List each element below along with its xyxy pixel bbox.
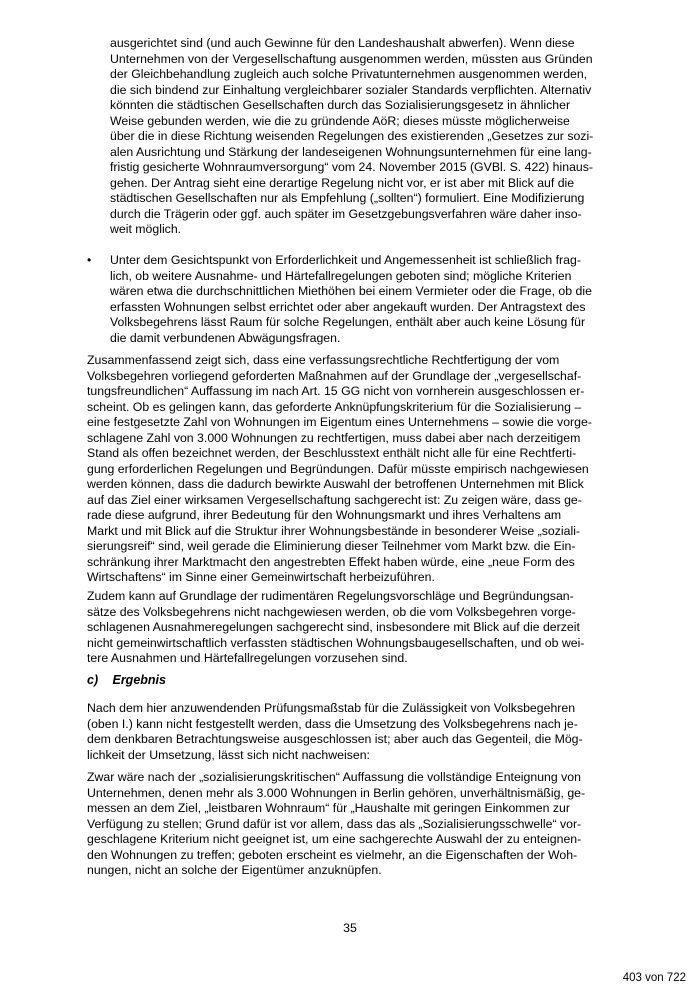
text-line: könnten die städtischen Gesellschaften durch das Sozialisierungsgesetz in ähnlicher <box>110 98 571 112</box>
text-line: über die in diese Richtung weisenden Regelungen des existierenden „Gesetzes zur sozi- <box>110 129 594 143</box>
text-line: Zwar wäre nach der „sozialisierungskritischen“ Auffassung die vollständige Enteignung von <box>87 770 581 784</box>
text-line: Volksbegehren vorliegend geforderten Maßnahmen auf der Grundlage der „vergesellschaf- <box>87 368 582 383</box>
text-line: Unter dem Gesichtspunkt von Erforderlichkeit und Angemessenheit ist schließlich frag- <box>110 253 581 267</box>
text-line: Wirtschaftens“ im Sinne einer Gemeinwirtschaft herbeizuführen. <box>87 570 435 584</box>
paragraph-summary <box>87 353 592 586</box>
paragraph-moreover <box>87 589 584 667</box>
paragraph-top <box>110 36 593 238</box>
text-line: wären etwa die durchschnittlichen Miethöhen bei einem Vermieter oder die Frage, ob die <box>110 284 592 298</box>
text-line: lich, ob weitere Ausnahme- und Härtefallregelungen geboten sind; mögliche Kriterien <box>110 268 572 283</box>
text-line: werden können, dass die dadurch bewirkte Auswahl der betroffenen Unternehmen mit Blick <box>87 477 584 491</box>
text-line: Markt und mit Blick auf die Struktur ihrer Wohnungsbestände in besonderer Weise „soziali- <box>87 523 581 538</box>
text-line: erfassten Wohnungen selbst errichtet oder aber angekauft wurden. Der Antragstext des <box>110 299 586 314</box>
text-line: messen an dem Ziel, „leistbaren Wohnraum“ für „Haushalte mit geringen Einkommen zur <box>87 801 570 815</box>
text-line: fristig gesicherte Wohnraumversorgung“ vom 24. November 2015 (GVBl. S. 422) hinaus- <box>110 160 593 174</box>
text-line: Unternehmen von der Vergesellschaftung ausgenommen werden, müssten aus Gründen <box>110 51 593 66</box>
text-line: lichkeit der Umsetzung, lässt sich nicht nachweisen: <box>87 747 370 762</box>
text-line: durch die Trägerin oder ggf. auch später im Gesetzgebungsverfahren wäre daher inso- <box>110 206 582 221</box>
text-line: die damit verbundenen Abwägungsfragen. <box>110 330 341 345</box>
text-line: gung erforderlichen Regelungen und Begründungen. Dafür müsste empirisch nachgewiesen <box>87 461 589 476</box>
text-line: Verfügung zu stellen; Grund dafür ist vor allem, dass das als „Sozialisierungsschwelle“ vor- <box>87 816 582 831</box>
section-heading-title: Ergebnis <box>112 673 166 687</box>
text-line: den Wohnungen zu treffen; geboten erscheint es vielmehr, an die Eigenschaften der Woh- <box>87 847 578 862</box>
text-line: tere Ausnahmen und Härtefallregelungen vorzusehen sind. <box>87 651 408 665</box>
text-line: Weise gebunden werden, wie die zu gründende AöR; dieses müsste möglicherweise <box>110 113 570 128</box>
text-line: auf das Ziel einer wirksamen Vergesellschaftung sachgerecht ist: Zu zeigen wäre, dass ge- <box>87 492 582 507</box>
text-line: schränkung ihrer Marktmacht den angestrebten Effekt haben würde, eine „neue Form des <box>87 554 575 569</box>
text-line: die sich bindend zur Einhaltung vergleichbarer sozialer Standards verpflichten. Alternativ <box>110 82 592 97</box>
text-line: Unternehmen, denen mehr als 3.000 Wohnungen in Berlin gehören, unverhältnismäßig, ge- <box>87 785 586 800</box>
text-line: geschlagene Kriterium nicht geeignet ist, um eine sachgerechte Auswahl der zu enteignen- <box>87 832 582 846</box>
text-line: sierungsreif“ sind, weil gerade die Eliminierung dieser Teilnehmer vom Markt bzw. die Ein- <box>87 539 576 553</box>
text-line: nicht gemeinwirtschaftlich verfassten städtischen Wohnungsbaugesellschaften, und ob wei- <box>87 635 585 650</box>
text-line: gehen. Der Antrag sieht eine derartige Regelung nicht vor, er ist aber mit Blick auf die <box>110 175 575 190</box>
section-heading-label: c) <box>87 673 99 687</box>
bullet-marker: • <box>87 253 92 267</box>
text-line: nungen, nicht an solche der Eigentümer anzuknüpfen. <box>87 863 382 877</box>
text-line: schlagene Zahl von 3.000 Wohnungen zu rechtfertigen, muss dabei aber nach derzeitigem <box>87 430 581 445</box>
text-line: eine festgesetzte Zahl von Wohnungen im Eigentum eines Unternehmens – sowie die vorge- <box>87 415 592 429</box>
text-line: Nach dem hier anzuwendenden Prüfungsmaßstab für die Zulässigkeit von Volksbegehren <box>87 701 576 715</box>
text-line: ausgerichtet sind (und auch Gewinne für den Landeshaushalt abwerfen). Wenn diese <box>110 36 575 50</box>
text-line: Zudem kann auf Grundlage der rudimentären Regelungsvorschläge und Begründungsan- <box>87 589 574 603</box>
section-heading <box>87 673 166 689</box>
text-line: Stand als offen bezeichnet werden, der Beschlusstext enthält nicht alle für eine Rechtferti- <box>87 446 577 460</box>
text-line: weit möglich. <box>110 222 182 236</box>
page-number: 35 <box>343 921 357 935</box>
text-line: rade diese aufgrund, ihrer Bedeutung für den Wohnungsmarkt und ihres Verhaltens am <box>87 508 562 522</box>
text-line: alen Ausrichtung und Stärkung der landeseigenen Wohnungsunternehmen für eine lang- <box>110 144 592 159</box>
text-line: Volksbegehrens lässt Raum für solche Regelungen, enthält aber auch keine Lösung für <box>110 315 586 329</box>
text-line: Zusammenfassend zeigt sich, dass eine verfassungsrechtliche Rechtfertigung der vom <box>87 353 560 367</box>
paragraph-result <box>87 701 583 763</box>
text-line: scheint. Ob es gelingen kann, das geforderte Anknüpfungskriterium für die Sozialisierung – <box>87 399 582 414</box>
text-line: tungsfreundlichen“ Auffassung im nach Art. 15 GG nicht von vornherein ausgeschlossen er- <box>87 384 585 398</box>
text-line: schlagenen Ausnahmeregelungen sachgerecht sind, insbesondere mit Blick auf die derzeit <box>87 620 580 634</box>
text-line: städtischen Gesellschaften nur als Empfehlung („sollten“) formuliert. Eine Modifizierung <box>110 191 585 205</box>
text-line: (oben I.) kann nicht festgestellt werden, dass die Umsetzung des Volksbegehrens nach je- <box>87 716 578 731</box>
paragraph-final <box>87 770 585 879</box>
text-line: der Gleichbehandlung zugleich auch solche Privatunternehmen ausgenommen werden, <box>110 67 588 81</box>
text-line: dem denkbaren Betrachtungsweise ausgeschlossen ist; aber auch das Gegenteil, die Mög- <box>87 732 583 746</box>
page-counter: 403 von 722 <box>622 972 686 984</box>
text-line: sätze des Volksbegehrens nicht nachgewiesen werden, ob die vom Volksbegehren vorge- <box>87 604 576 619</box>
bullet-item <box>110 253 592 346</box>
